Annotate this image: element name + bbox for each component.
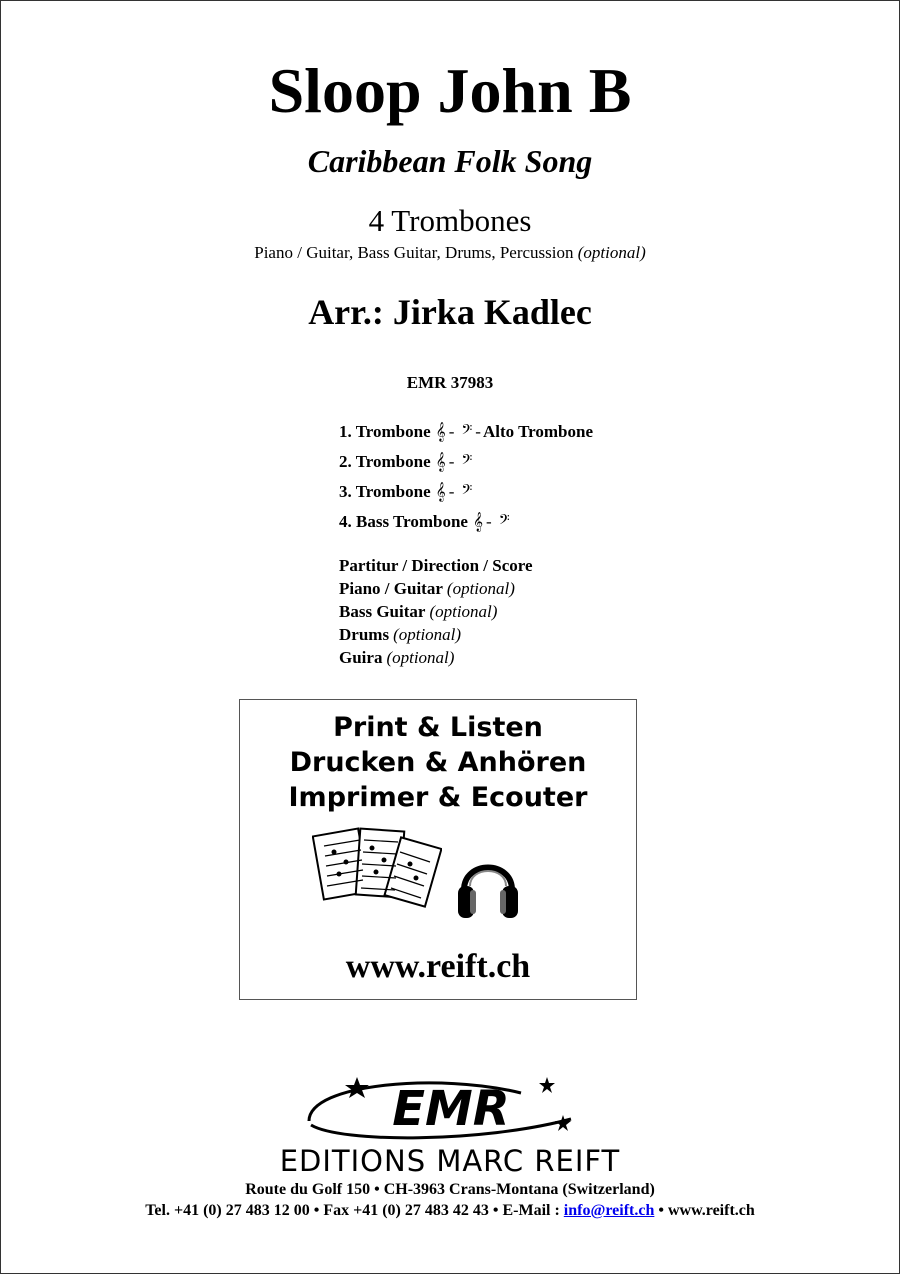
- extra-part-name: Drums: [339, 625, 390, 644]
- headphones-icon: [456, 846, 520, 922]
- list-item: [339, 646, 533, 669]
- treble-clef-icon: 𝄞: [435, 452, 446, 472]
- part-item: [339, 417, 593, 447]
- part-extra: Alto Trombone: [482, 422, 594, 441]
- clef-separator: -: [475, 422, 481, 441]
- ensemble: 4 Trombones: [368, 203, 532, 238]
- list-item: [339, 623, 533, 646]
- bass-clef-icon: 𝄢: [461, 422, 473, 442]
- bass-clef-icon: 𝄢: [461, 482, 473, 502]
- clef-separator: -: [448, 482, 455, 501]
- extra-part-name: Partitur / Direction / Score: [339, 556, 533, 575]
- part-item: [339, 447, 593, 477]
- promo-url-link[interactable]: www.reift.ch: [345, 948, 531, 985]
- part-label: 1. Trombone: [339, 422, 431, 441]
- part-label: 4. Bass Trombone: [339, 512, 468, 531]
- list-item: [339, 600, 533, 623]
- promo-line-fr: Imprimer & Ecouter: [288, 782, 588, 813]
- contact-prefix: Tel. +41 (0) 27 483 12 00 • Fax +41 (0) 27 483 42 43 • E-Mail :: [145, 1202, 564, 1219]
- list-item: [339, 577, 533, 600]
- list-item: [339, 554, 533, 577]
- extra-part-optional: (optional): [386, 648, 455, 667]
- treble-clef-icon: 𝄞: [472, 512, 484, 532]
- part-item: [339, 477, 593, 507]
- contact-suffix: • www.reift.ch: [654, 1202, 755, 1219]
- parts-list: [339, 417, 593, 537]
- arranger: Arr.: Jirka Kadlec: [308, 292, 592, 332]
- part-label: 2. Trombone: [339, 452, 431, 471]
- logo-text: EMR: [392, 1081, 510, 1137]
- publisher-address: Route du Golf 150 • CH-3963 Crans-Montana (Switzerland): [245, 1181, 655, 1198]
- sheet-music-icon: [312, 824, 442, 916]
- promo-line-de: Drucken & Anhören: [289, 747, 587, 778]
- extra-part-optional: (optional): [446, 579, 515, 598]
- print-listen-box: [239, 699, 637, 1000]
- extra-part-optional: (optional): [429, 602, 498, 621]
- treble-clef-icon: 𝄞: [435, 422, 446, 442]
- emr-logo-icon: [301, 1075, 601, 1145]
- part-label: 3. Trombone: [339, 482, 431, 501]
- extra-part-name: Guira: [339, 648, 383, 667]
- clef-separator: -: [448, 422, 455, 441]
- extra-part-name: Piano / Guitar: [339, 579, 443, 598]
- extra-part-name: Bass Guitar: [339, 602, 426, 621]
- clef-separator: -: [486, 512, 492, 531]
- extra-part-optional: (optional): [393, 625, 462, 644]
- instrumentation-text: Piano / Guitar, Bass Guitar, Drums, Percussion: [254, 243, 574, 262]
- treble-clef-icon: 𝄞: [435, 482, 446, 502]
- part-item: [339, 507, 593, 537]
- bass-clef-icon: 𝄢: [461, 452, 473, 472]
- page-title: Sloop John B: [268, 55, 632, 126]
- clef-separator: -: [448, 452, 455, 471]
- instrumentation: [1, 243, 899, 263]
- contact-line: [1, 1202, 899, 1220]
- subtitle: Caribbean Folk Song: [307, 143, 593, 179]
- promo-line-en: Print & Listen: [333, 712, 543, 743]
- additional-parts-list: [339, 554, 533, 669]
- publisher-name: EDITIONS MARC REIFT: [279, 1144, 621, 1178]
- bass-clef-icon: 𝄢: [498, 512, 510, 532]
- email-link[interactable]: info@reift.ch: [563, 1202, 655, 1219]
- catalog-number: EMR 37983: [406, 373, 494, 392]
- instrumentation-optional: (optional): [577, 243, 646, 262]
